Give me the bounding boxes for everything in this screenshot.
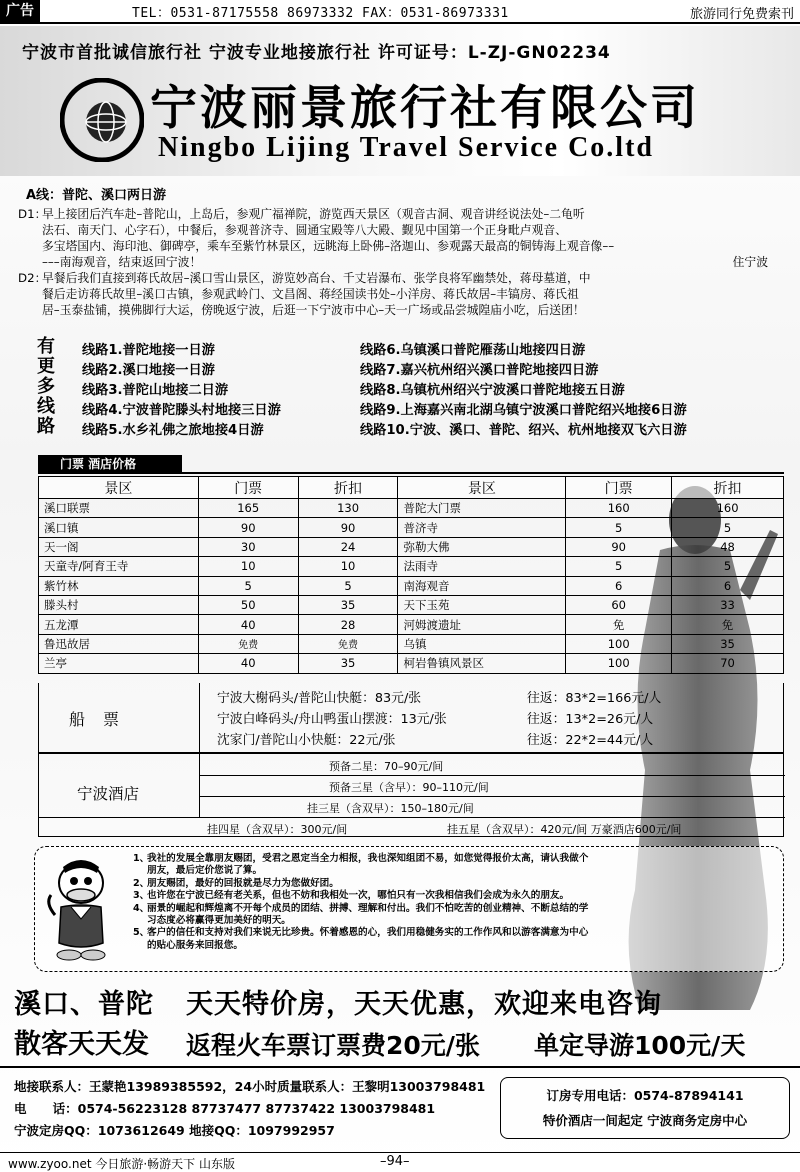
company-header (0, 26, 800, 176)
ship-return: 往返：13*2=26元/人 (527, 712, 654, 727)
table-cell: 免 (566, 615, 672, 634)
column-header: 门票 (566, 477, 672, 499)
company-name-english: Ningbo Lijing Travel Service Co.ltd (158, 132, 654, 163)
day-2-line: 早餐后我们直接到蒋氏故居–溪口雪山景区，游览妙高台、千丈岩瀑布、张学良将军幽禁处，蒋母墓道，中 (42, 271, 591, 285)
day-2-line: 居–玉泰盐铺，摸佛脚行大运，傍晚返宁波，后逛一下宁波市中心–天一广场或品尝城隍庙小吃，后送团！ (42, 303, 585, 317)
ship-return: 往返：22*2=44元/人 (527, 733, 654, 748)
table-cell: 免费 (298, 634, 398, 653)
contact-qq: 宁波定房QQ：1073612649 地接QQ：1097992957 (14, 1123, 335, 1138)
promo-line-1 (14, 982, 662, 1021)
column-header: 折扣 (672, 477, 784, 499)
ship-line: 宁波白峰码头/舟山鸭蛋山摆渡：13元/张 (217, 712, 447, 727)
publication-note: 旅游同行免费索刊 (689, 7, 794, 22)
company-notes (34, 846, 784, 972)
day-1-label: D1： (18, 207, 47, 221)
route-item: 线路10.宁波、溪口、普陀、绍兴、杭州地接双飞六日游 (360, 423, 687, 438)
divider (199, 754, 200, 818)
divider (39, 817, 785, 818)
note-number: 4、 (133, 902, 150, 914)
column-header: 景区 (39, 477, 199, 499)
note-text: 朋友，最后定价您说了算。 (147, 865, 263, 877)
column-header: 门票 (198, 477, 298, 499)
table-cell: 滕头村 (39, 595, 199, 614)
ship-line: 沈家门/普陀山小快艇：22元/张 (217, 733, 396, 748)
promo-destinations: 溪口、普陀 (14, 989, 154, 1020)
note-item (133, 890, 773, 902)
route-item: 线路4.宁波普陀滕头村地接三日游 (82, 403, 281, 418)
table-row (39, 595, 784, 614)
contact-info (14, 1076, 485, 1142)
notes-list (133, 853, 773, 952)
route-item: 线路5.水乡礼佛之旅地接4日游 (82, 423, 264, 438)
table-cell: 紫竹林 (39, 576, 199, 595)
table-cell: 90 (566, 537, 672, 556)
table-cell: 免 (672, 615, 784, 634)
table-cell: 兰亭 (39, 654, 199, 673)
table-cell: 165 (198, 499, 298, 518)
table-cell: 60 (566, 595, 672, 614)
booking-phone: 订房专用电话：0574-87894141 (546, 1088, 744, 1103)
note-item (133, 865, 773, 877)
note-text: 朋友赐团，最好的回报就是尽力为您做好团。 (147, 877, 339, 889)
phone-numbers: 0574-56223128 87737477 87737422 13003798481 (77, 1101, 436, 1116)
note-number (133, 865, 147, 877)
day-2-line: 餐后走访蒋氏故里–溪口古镇，参观武岭门、文昌阁、蒋经国读书处–小洋房、蒋氏故居–丰镐房、蒋氏祖 (42, 287, 579, 301)
note-item (133, 915, 773, 927)
ad-tag: 广告 (0, 0, 40, 22)
table-row (39, 654, 784, 673)
more-routes (34, 337, 784, 441)
note-number: 1、 (133, 853, 150, 864)
note-item (133, 903, 773, 915)
table-cell: 160 (566, 499, 672, 518)
table-cell: 溪口联票 (39, 499, 199, 518)
note-text: 我社的发展全靠朋友赐团，受君之恩定当全力相报，我也深知组团不易，如您觉得报价太高，请认我做个 (147, 853, 589, 864)
table-cell: 5 (198, 576, 298, 595)
booking-note: 特价酒店一间起定 宁波商务定房中心 (542, 1113, 748, 1128)
note-number: 3、 (133, 890, 150, 902)
route-item: 线路6.乌镇溪口普陀雁荡山地接四日游 (360, 343, 586, 358)
note-item (133, 853, 773, 865)
note-text: 也许您在宁波已经有老关系，但也不妨和我相处一次，哪怕只有一次我相信我们会成为永久的朋友。 (147, 890, 570, 902)
promo-line-2 (14, 1022, 746, 1061)
divider (199, 796, 785, 797)
ship-return: 往返：83*2=166元/人 (527, 691, 662, 706)
hotel-rate-four-star: 挂四星（含双早）：300元/间 (207, 823, 348, 836)
note-text: 的贴心服务来回报您。 (147, 939, 243, 951)
route-a-title: A线：普陀、溪口两日游 (26, 188, 167, 203)
contact-persons: 地接联系人：王蒙艳13989385592，24小时质量联系人：王黎明13003798481 (14, 1079, 486, 1094)
route-item: 线路3.普陀山地接二日游 (82, 383, 229, 398)
table-cell: 50 (198, 595, 298, 614)
route-item: 线路1.普陀地接一日游 (82, 343, 215, 358)
route-a-section (18, 188, 788, 318)
table-row (39, 557, 784, 576)
note-text: 丽景的崛起和辉煌离不开每个成员的团结、拼搏、理解和付出。我们不怕吃苦的创业精神、不断总结的学 (147, 902, 589, 914)
table-cell: 5 (298, 576, 398, 595)
hotel-rate: 预备二星：70–90元/间 (329, 760, 444, 773)
route-item: 线路7.嘉兴杭州绍兴溪口普陀地接四日游 (360, 363, 599, 378)
ship-label: 船票 (69, 710, 138, 729)
price-section-title: 门票 酒店价格 (38, 455, 182, 473)
table-header-row (39, 477, 784, 499)
ship-ticket-section (38, 683, 784, 753)
route-item: 线路8.乌镇杭州绍兴宁波溪口普陀地接五日游 (360, 383, 625, 398)
table-cell: 柯岩鲁镇风景区 (398, 654, 566, 673)
table-cell: 100 (566, 654, 672, 673)
cartoon-duck-icon (41, 855, 119, 965)
bottom-bar (0, 1152, 800, 1172)
table-row (39, 576, 784, 595)
table-row (39, 537, 784, 556)
booking-box (500, 1077, 790, 1139)
top-bar (0, 0, 800, 24)
note-number (133, 915, 147, 927)
phone-label: 电 话： (14, 1101, 78, 1116)
table-cell: 28 (298, 615, 398, 634)
table-cell: 南海观音 (398, 576, 566, 595)
table-cell: 33 (672, 595, 784, 614)
day-1-line: –––南海观音，结束返回宁波！ (42, 255, 202, 269)
company-name-chinese: 宁波丽景旅行社有限公司 (150, 81, 700, 136)
day-2 (18, 270, 788, 318)
table-cell: 乌镇 (398, 634, 566, 653)
divider (199, 775, 785, 776)
note-text: 客户的信任和支持对我们来说无比珍贵。怀着感恩的心，我们用稳健务实的工作作风和以游客满意为中心 (147, 927, 589, 939)
table-cell: 90 (198, 518, 298, 537)
promo-daily-departure: 散客天天发 (14, 1029, 149, 1060)
route-item: 线路2.溪口地接一日游 (82, 363, 215, 378)
day-1 (18, 206, 788, 270)
route-item: 线路9.上海嘉兴南北湖乌镇宁波溪口普陀绍兴地接6日游 (360, 403, 687, 418)
column-header: 景区 (398, 477, 566, 499)
table-cell: 6 (672, 576, 784, 595)
table-cell: 免费 (198, 634, 298, 653)
table-cell: 天一阁 (39, 537, 199, 556)
table-cell: 河姆渡遗址 (398, 615, 566, 634)
price-table (38, 476, 784, 674)
divider (199, 683, 200, 753)
day-2-label: D2： (18, 271, 47, 285)
note-item (133, 878, 773, 890)
hotel-rate: 挂三星（含双早）：150–180元/间 (307, 802, 474, 815)
hotel-rate: 预备三星（含早）：90–110元/间 (329, 781, 489, 794)
table-cell: 48 (672, 537, 784, 556)
table-cell: 40 (198, 654, 298, 673)
divider (0, 1066, 800, 1068)
promo-offer: 天天特价房，天天优惠，欢迎来电咨询 (186, 989, 662, 1020)
table-cell: 30 (198, 537, 298, 556)
table-cell: 弥勒大佛 (398, 537, 566, 556)
day-1-line: 早上接团后汽车赴–普陀山，上岛后，参观广福禅院，游览西天景区（观音古洞、观音讲经说法处–二龟听 (42, 207, 585, 221)
magazine-site: www.zyoo.net 今日旅游·畅游天下 山东版 (8, 1157, 235, 1171)
table-cell: 天童寺/阿育王寺 (39, 557, 199, 576)
table-cell: 100 (566, 634, 672, 653)
table-row (39, 615, 784, 634)
hotel-label: 宁波酒店 (77, 785, 140, 803)
table-row (39, 518, 784, 537)
column-header: 折扣 (298, 477, 398, 499)
table-cell: 普陀大门票 (398, 499, 566, 518)
note-number: 5、 (133, 927, 150, 939)
hotel-section (38, 753, 784, 837)
top-contact: TEL：0531-87175558 86973332 FAX：0531-86973331 (132, 6, 509, 21)
table-row (39, 634, 784, 653)
day-1-line: 多宝塔国内、海印池、御碑亭，乘车至紫竹林景区，远眺海上卧佛–洛迦山、参观露天最高的铜铸海上观音像–– (42, 239, 615, 253)
note-item (133, 927, 773, 939)
table-cell: 10 (298, 557, 398, 576)
note-number (133, 940, 147, 952)
day-1-line: 法石、南天门、心字石），中餐后，参观普济寺、圆通宝殿等八大殿、觐见中国第一个正身毗卢观音、 (42, 223, 567, 237)
page-number: –94– (380, 1154, 410, 1169)
table-cell: 5 (566, 518, 672, 537)
table-cell: 70 (672, 654, 784, 673)
table-cell: 160 (672, 499, 784, 518)
promo-guide: 单定导游100元/天 (534, 1031, 746, 1060)
table-cell: 5 (672, 557, 784, 576)
contact-phones (14, 1098, 485, 1120)
table-cell: 溪口镇 (39, 518, 199, 537)
table-cell: 五龙潭 (39, 615, 199, 634)
table-cell: 35 (298, 654, 398, 673)
day-1-stay: 住宁波 (732, 255, 768, 269)
table-cell: 天下玉苑 (398, 595, 566, 614)
table-cell: 40 (198, 615, 298, 634)
table-cell: 10 (198, 557, 298, 576)
table-cell: 5 (566, 557, 672, 576)
table-cell: 130 (298, 499, 398, 518)
table-cell: 鲁迅故居 (39, 634, 199, 653)
hotel-rate-five-star: 挂五星（含双早）：420元/间 万豪酒店600元/间 (447, 823, 682, 836)
promo-train-ticket: 返程火车票订票费20元/张 (186, 1031, 480, 1060)
globe-logo-icon (60, 78, 144, 162)
table-cell: 35 (672, 634, 784, 653)
note-text: 习态度必将赢得更加美好的明天。 (147, 915, 291, 927)
company-slogan: 宁波市首批诚信旅行社 宁波专业地接旅行社 许可证号：L-ZJ-GN02234 (22, 43, 611, 63)
table-row (39, 499, 784, 518)
table-cell: 法雨寺 (398, 557, 566, 576)
ship-line: 宁波大榭码头/普陀山快艇：83元/张 (217, 691, 422, 706)
note-item (133, 940, 773, 952)
table-cell: 5 (672, 518, 784, 537)
table-cell: 6 (566, 576, 672, 595)
table-cell: 35 (298, 595, 398, 614)
table-cell: 普济寺 (398, 518, 566, 537)
note-number: 2、 (133, 877, 150, 889)
table-cell: 90 (298, 518, 398, 537)
more-routes-label: 有 更 多 线 路 (37, 336, 55, 437)
divider (38, 472, 784, 474)
table-cell: 24 (298, 537, 398, 556)
